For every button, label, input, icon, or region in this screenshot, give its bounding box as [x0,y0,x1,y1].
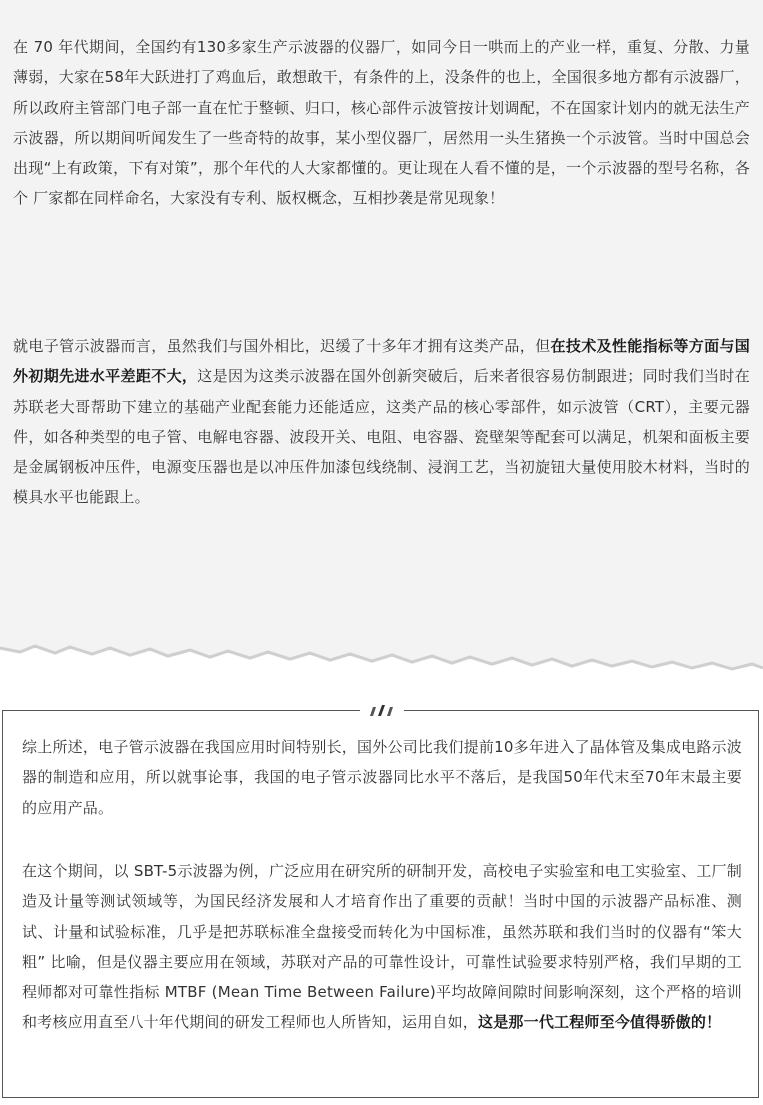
torn-paper-edge [0,628,763,678]
p4-bold-text: 这是那一代工程师至今值得骄傲的！ [478,1013,722,1032]
p2-text-end: 这是因为这类示波器在国外创新突破后，后来者很容易仿制跟进；同时我们当时在苏联老大哥帮助下建立的基础产业配套能力还能适应，这类产品的核心零部件，如示波管（CRT），主要元器件，如各种类型的电子管、电解电容器、波段开关、电阻、电容器、瓷壁架等配套可以满足，机架和面板主要是金属钢板冲压件，电源变压器也是以冲压件加漆包线绕制、浸润工艺，当初旋钮大量使用胶木材料，当时的模具水平也能跟上。 [13,367,750,507]
paragraph-oscilloscope-factories: 在 70 年代期间，全国约有130多家生产示波器的仪器厂，如同今日一哄而上的产业一样，重复、分散、力量薄弱，大家在58年大跃进打了鸡血后，敢想敢干，有条件的上，没条件的也上，全国很多地方都有示波器厂，所以政府主管部门电子部一直在忙于整顿、归口，核心部件示波管按计划调配，不在国家计划内的就无法生产示波器，所以期间听闻发生了一些奇特的故事，某小型仪器厂，居然用一头生猪换一个示波管。当时中国总会出现“上有政策，下有对策”，那个年代的人大家都懂的。更让现在人看不懂的是，一个示波器的型号名称，各个 厂家都在同样命名，大家没有专利、版权概念，互相抄袭是常见现象！ [13,38,750,208]
paragraph-tube-oscilloscope-comparison [13,331,750,513]
p2-text-start: 就电子管示波器而言，虽然我们与国外相比，迟缓了十多年才拥有这类产品，但 [13,337,551,355]
paragraph-summary: 综上所述，电子管示波器在我国应用时间特别长，国外公司比我们提前10多年进入了晶体管及集成电路示波器的制造和应用，所以就事论事，我国的电子管示波器同比水平不落后，是我国50年代末至70年末最主要的应用产品。 [22,738,742,817]
p4-text-start: 在这个期间，以 SBT-5示波器为例，广泛应用在研究所的研制开发，高校电子实验室和电工实验室、工厂制造及计量等测试领域等，为国民经济发展和人才培育作出了重要的贡献！当时中国的示波器产品标准、测试、计量和试验标准，几乎是把苏联标准全盘接受而转化为中国标准，虽然苏联和我们当时的仪器有“笨大粗” 比喻，但是仪器主要应用在领域，苏联对产品的可靠性设计，可靠性试验要求特别严格，我们早期的工程师都对可靠性指标 MTBF (Mean Time Between Failure)平均故障间隙时间影响深刻，这个严格的培训和考核应用直至八十年代期间的研发工程师也人所皆知，运用自如， [22,862,742,1032]
paragraph-sbt5-example [22,856,742,1038]
p2-bold-text: 在技术及性能指标等方面与国外初期先进水平差距不大， [13,337,750,386]
slash-ornament-icon [360,703,404,719]
